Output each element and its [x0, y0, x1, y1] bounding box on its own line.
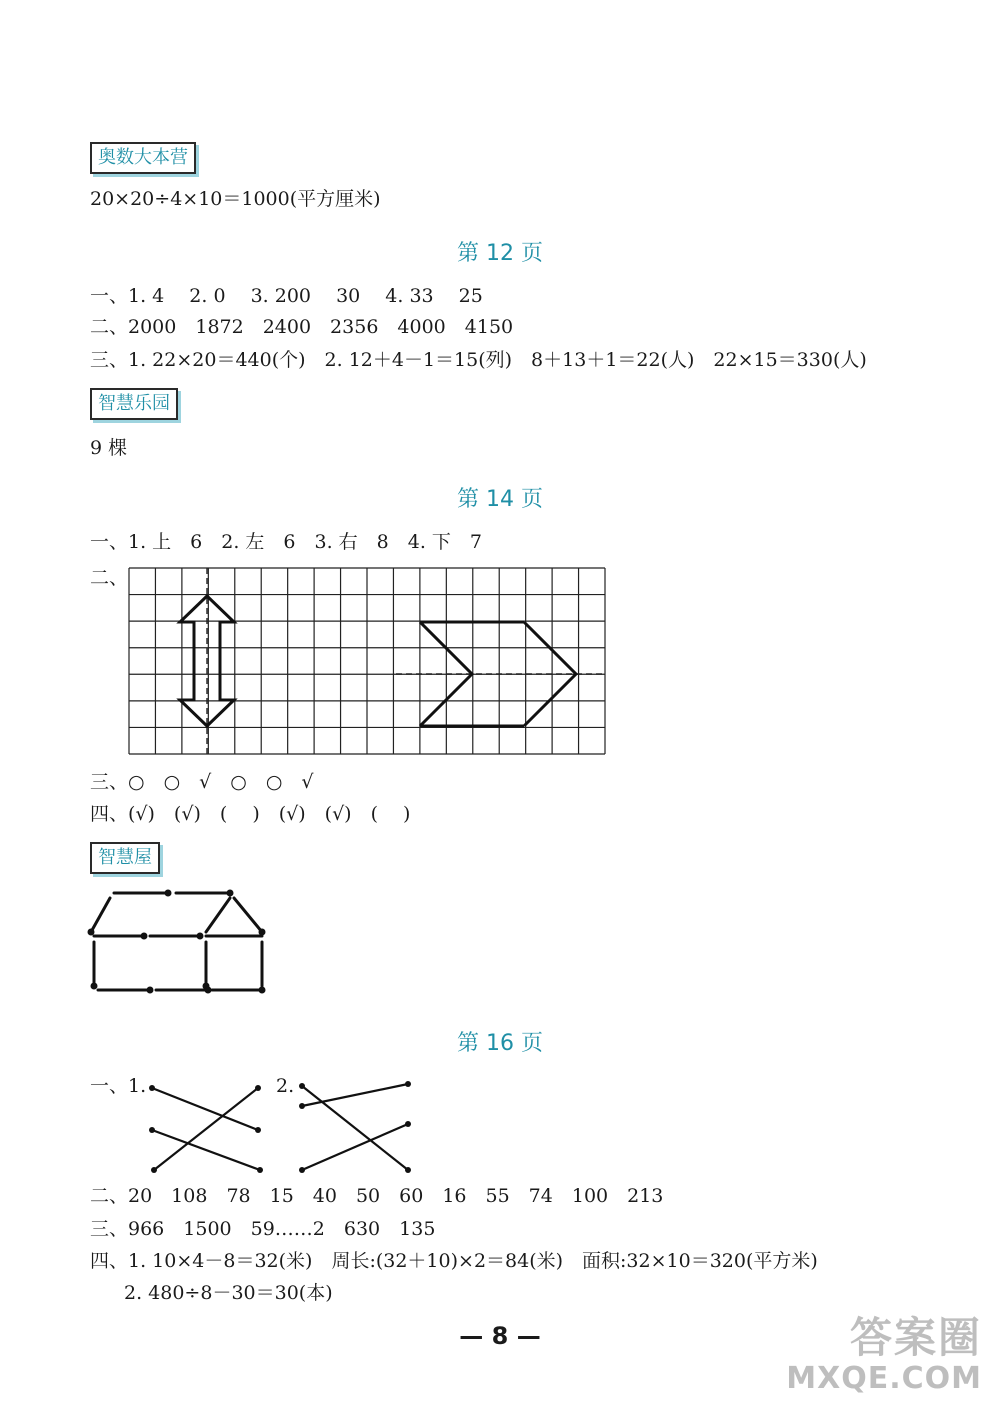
watermark-url: MXQE.COM [786, 1361, 982, 1396]
page-14-heading: 第 14 页 [457, 487, 543, 512]
p16-line-4: 四、1. 10×4－8＝32(米) 周长:(32＋10)×2＝84(米) 面积:32×10＝320(平方米) [90, 1250, 818, 1272]
p16-item-2-label: 2. [276, 1075, 295, 1097]
p14-line-1: 一、1. 上 6 2. 左 6 3. 右 8 4. 下 7 [90, 531, 483, 553]
p12-line-1: 一、1. 4 2. 0 3. 200 30 4. 33 25 [90, 285, 483, 307]
p16-line-5: 2. 480÷8－30＝30(本) [124, 1282, 333, 1304]
p14-line-3: 三、○ ○ √ ○ ○ √ [90, 771, 314, 793]
matching-lines-1 [148, 1080, 268, 1176]
matching-lines-2 [296, 1080, 416, 1176]
p12-line-2: 二、2000 1872 2400 2356 4000 4150 [90, 316, 514, 338]
p12-line-3: 三、1. 22×20＝440(个) 2. 12＋4－1＝15(列) 8＋13＋1＝22(人) 22×15＝330(人) [90, 349, 867, 371]
wisdom-park-answer: 9 棵 [90, 437, 128, 459]
watermark-logo-text: 答案圈 [849, 1313, 982, 1362]
page-12-heading: 第 12 页 [457, 241, 543, 266]
p14-line-2-label: 二、 [90, 567, 129, 589]
section-tag-olympiad: 奥数大本营 [90, 142, 196, 174]
p16-line-2: 二、20 108 78 15 40 50 60 16 55 74 100 213 [90, 1185, 664, 1207]
section-tag-wisdom-house: 智慧屋 [90, 842, 160, 874]
page-number: — 8 — [459, 1322, 541, 1350]
watermark [786, 1314, 982, 1396]
olympiad-answer: 20×20÷4×10＝1000(平方厘米) [90, 188, 381, 210]
p14-line-4: 四、(√) (√) ( ) (√) (√) ( ) [90, 803, 411, 825]
page-16-heading: 第 16 页 [457, 1031, 543, 1056]
p16-item-1-label: 一、1. [90, 1075, 147, 1097]
grid-figure [128, 568, 608, 756]
matchstick-house-figure [86, 888, 276, 998]
p16-line-3: 三、966 1500 59……2 630 135 [90, 1218, 436, 1240]
section-tag-wisdom-park: 智慧乐园 [90, 388, 178, 420]
